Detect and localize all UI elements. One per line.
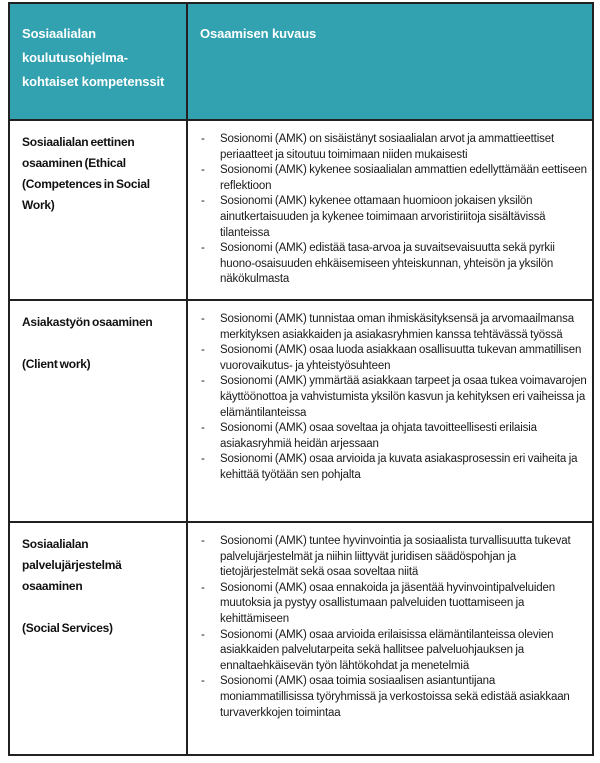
description-cell xyxy=(187,522,593,755)
competence-cell xyxy=(9,300,187,522)
bullet-text: Sosionomi (AMK) edistää tasa-arvoa ja suvaitsevaisuutta sekä pyrkii huono-osaisuuden ehkäisemiseen yhteiskunnan, yhteisön ja yksilön näkökulmasta xyxy=(220,242,555,286)
bullet-item xyxy=(201,421,588,452)
bullet-dash: - xyxy=(201,195,205,208)
header-cell-competence: Sosiaalialan koulutusohjelma-kohtaiset kompetenssit xyxy=(9,3,187,120)
bullet-dash: - xyxy=(201,453,205,466)
bullet-dash: - xyxy=(201,581,205,594)
bullet-item xyxy=(201,312,588,343)
table-row xyxy=(9,522,593,755)
bullet-item xyxy=(201,374,588,421)
bullet-text: Sosionomi (AMK) osaa arvioida erilaisissa elämäntilanteissa olevien asiakkaiden palvelutarpeita sekä hallitsee palveluohjauksen ja ennaltaehkäisevän työn lähtökohdat ja menetelmiä xyxy=(220,628,554,672)
table-header-row xyxy=(9,3,593,120)
competence-title: Sosiaalialan eettinen osaaminen (Ethical (Competences in Social Work) xyxy=(22,135,150,212)
bullet-text: Sosionomi (AMK) osaa soveltaa ja ohjata tavoitteellisesti erilaisia asiakasryhmiä heidän arjessaan xyxy=(220,422,537,450)
competence-cell xyxy=(9,120,187,300)
bullet-list xyxy=(201,534,588,721)
bullet-dash: - xyxy=(201,164,205,177)
description-cell xyxy=(187,300,593,522)
bullet-text: Sosionomi (AMK) osaa toimia sosiaalisen asiantuntijana moniammatillisissa työryhmissä ja verkostoissa sekä edistää asiakkaan turvaverkkojen toimintaa xyxy=(220,675,570,719)
bullet-dash: - xyxy=(201,375,205,388)
bullet-item xyxy=(201,132,588,163)
bullet-text: Sosionomi (AMK) on sisäistänyt sosiaalialan arvot ja ammattieettiset periaatteet ja sitoutuu toimimaan niiden mukaisesti xyxy=(220,133,555,161)
bullet-dash: - xyxy=(201,628,205,641)
bullet-dash: - xyxy=(201,133,205,145)
table-row xyxy=(9,120,593,300)
bullet-text: Sosionomi (AMK) osaa ennakoida ja jäsentää hyvinvointipalveluiden muutoksia ja pystyy osallistumaan palveluiden tuottamiseen ja kehittämiseen xyxy=(220,581,556,625)
competence-subtitle: (Social Services) xyxy=(22,621,113,635)
competence-title: Asiakastyön osaaminen xyxy=(22,315,153,329)
bullet-dash: - xyxy=(201,242,205,255)
bullet-dash: - xyxy=(201,313,205,325)
bullet-text: Sosionomi (AMK) kykenee sosiaalialan ammattien edellyttämään eettiseen reflektioon xyxy=(220,164,587,192)
bullet-item xyxy=(201,452,588,483)
description-cell xyxy=(187,120,593,300)
table-row xyxy=(9,300,593,522)
bullet-dash: - xyxy=(201,675,205,688)
bullet-text: Sosionomi (AMK) tuntee hyvinvointia ja sosiaalista turvallisuutta tukevat palvelujärjestelmät ja niihin liittyvät juridisen säädöspohjan ja tietojärjestelmät sekä osaa soveltaa niitä xyxy=(220,535,571,579)
bullet-text: Sosionomi (AMK) tunnistaa oman ihmiskäsityksensä ja arvomaailmansa merkityksen asiakkaiden ja asiakasryhmien kanssa tehtävässä työssä xyxy=(220,313,574,341)
bullet-item xyxy=(201,674,588,721)
competence-subtitle: (Client work) xyxy=(22,357,91,371)
bullet-dash: - xyxy=(201,344,205,357)
bullet-dash: - xyxy=(201,422,205,435)
bullet-text: Sosionomi (AMK) osaa luoda asiakkaan osallisuutta tukevan ammatillisen vuorovaikutus- ja yhteistyösuhteen xyxy=(220,344,582,372)
competence-table xyxy=(8,2,594,756)
bullet-item xyxy=(201,628,588,675)
bullet-item xyxy=(201,163,588,194)
bullet-dash: - xyxy=(201,535,205,547)
bullet-item xyxy=(201,241,588,288)
header-cell-description: Osaamisen kuvaus xyxy=(187,3,593,120)
bullet-item xyxy=(201,343,588,374)
bullet-item xyxy=(201,581,588,628)
bullet-text: Sosionomi (AMK) kykenee ottamaan huomioon jokaisen yksilön ainutkertaisuuden ja kykenee toimimaan arvoristiriitoja sisältävissä tilanteissa xyxy=(220,195,546,239)
bullet-item xyxy=(201,194,588,241)
competence-title: Sosiaalialan palvelujärjestelmä osaaminen xyxy=(22,537,122,593)
bullet-list xyxy=(201,312,588,484)
bullet-text: Sosionomi (AMK) osaa arvioida ja kuvata asiakasprosessin eri vaiheita ja kehittää työtään sen pohjalta xyxy=(220,453,578,481)
competence-cell xyxy=(9,522,187,755)
bullet-item xyxy=(201,534,588,581)
bullet-list xyxy=(201,132,588,288)
bullet-text: Sosionomi (AMK) ymmärtää asiakkaan tarpeet ja osaa tukea voimavarojen käyttöönottoa ja vahvistumista yksilön kasvun ja kehityksen eri vaiheissa ja elämäntilanteissa xyxy=(220,375,587,419)
